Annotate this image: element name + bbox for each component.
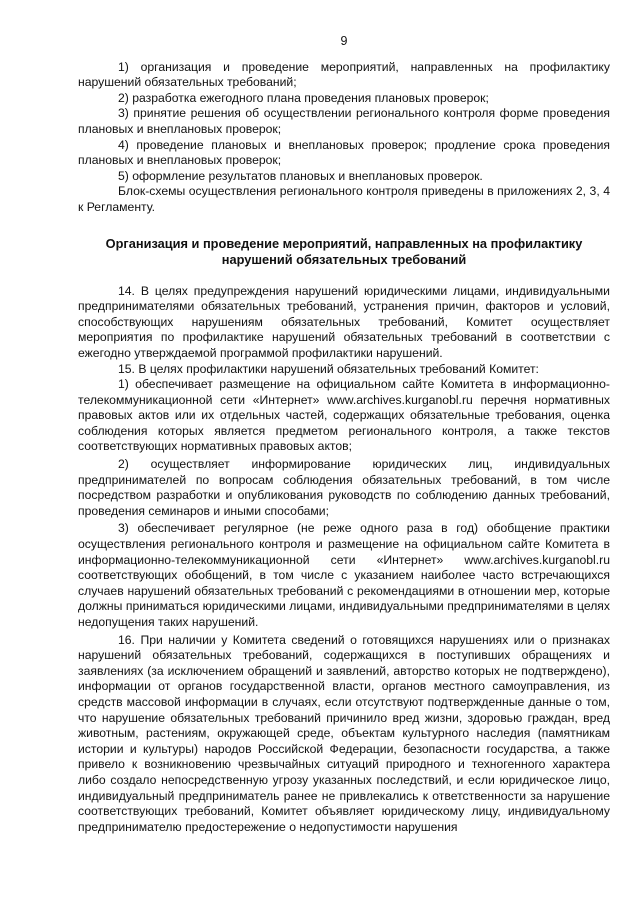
intro-item-3: 3) принятие решения об осуществлении регионального контроля форме проведения плановых и внеплановых проверок; — [78, 106, 610, 136]
paragraph-15-item-2: 2) осуществляет информирование юридических лиц, индивидуальных предпринимателей по вопросам соблюдения обязательных требований, в том числе посредством разработки и опубликования руководств по соблюдению данных требований, проведения семинаров и иными способами; — [78, 457, 610, 518]
intro-item-2: 2) разработка ежегодного плана проведения плановых проверок; — [118, 90, 489, 105]
intro-flowchart-note: Блок-схемы осуществления регионального контроля приведены в приложениях 2, 3, 4 к Регламенту. — [78, 184, 610, 214]
paragraph-14: 14. В целях предупреждения нарушений юридическими лицами, индивидуальными предпринимателями обязательных требований, устранения причин, факторов и условий, способствующих нарушениям обязательных требований, Комитет осуществляет мероприятия по профилактике нарушений обязательных требований в соответствии с ежегодно утверждаемой программой профилактики нарушений. — [78, 283, 610, 360]
section-heading: Организация и проведение мероприятий, направленных на профилактику нарушений обязательных требований — [105, 235, 583, 267]
paragraph-15: 15. В целях профилактики нарушений обязательных требований Комитет: — [118, 361, 539, 376]
intro-item-1: 1) организация и проведение мероприятий, направленных на профилактику нарушений обязательных требований; — [78, 59, 610, 90]
paragraph-16: 16. При наличии у Комитета сведений о готовящихся нарушениях или о признаках нарушений обязательных требований, содержащихся в поступивших обращениях и заявлениях (за исключением обращений и заявлений, авторство которых не подтверждено), информации от органов государственной власти, органов местного самоуправления, из средств массовой информации в случаях, если отсутствуют подтвержденные данные о том, что нарушение обязательных требований причинило вред жизни, здоровью граждан, вред животным, растениям, окружающей среде, объектам культурного наследия (памятникам истории и культуры) народов Российской Федерации, безопасности государства, а также привело к возникновению чрезвычайных ситуаций природного и техногенного характера либо создало непосредственную угрозу указанных последствий, и если юридическое лицо, индивидуальный предприниматель ранее не привлекались к ответственности за нарушение соответствующих требований, Комитет объявляет юридическому лицу, индивидуальному предпринимателю предостережение о недопустимости нарушения — [78, 632, 610, 834]
page-number: 9 — [340, 34, 348, 48]
intro-item-5: 5) оформление результатов плановых и внеплановых проверок. — [118, 168, 483, 183]
paragraph-15-item-1: 1) обеспечивает размещение на официальном сайте Комитета в информационно-телекоммуникационной сети «Интернет» www.archives.kurganobl.ru перечня нормативных правовых актов или их отдельных частей, содержащих обязательные требования, оценка соблюдения которых является предметом регионального контроля, а также текстов соответствующих нормативных правовых актов; — [78, 377, 610, 454]
intro-item-4: 4) проведение плановых и внеплановых проверок; продление срока проведения плановых и внеплановых проверок; — [78, 137, 610, 168]
paragraph-15-item-3: 3) обеспечивает регулярное (не реже одного раза в год) обобщение практики осуществления регионального контроля и размещение на официальном сайте Комитета в информационно-телекоммуникационной сети «Интернет» www.archives.kurganobl.ru соответствующих обобщений, в том числе с указанием наиболее часто встречающихся случаев нарушений обязательных требований с рекомендациями в отношении мер, которые должны приниматься юридическими лицами, индивидуальными предпринимателями в целях недопущения таких нарушений. — [78, 521, 610, 629]
